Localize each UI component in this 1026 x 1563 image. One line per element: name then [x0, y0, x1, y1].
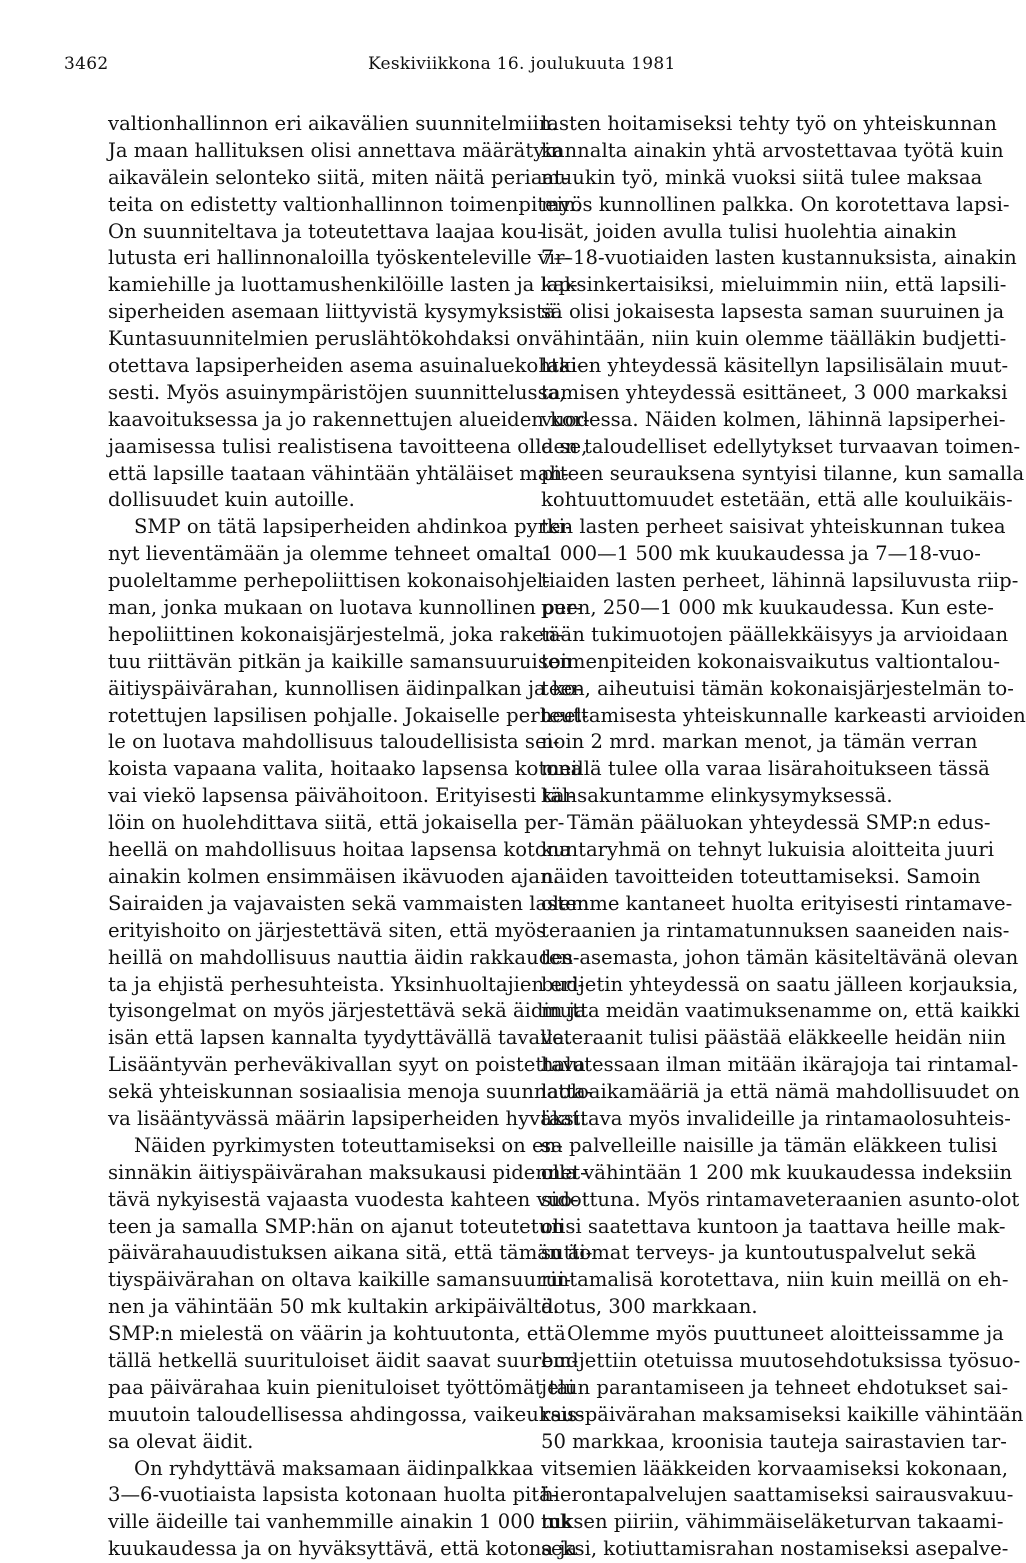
text-line: aikavälein selonteko siitä, miten näitä periaat- [108, 165, 569, 189]
text-line: tävä nykyisestä vajaasta vuodesta kahteen vuo- [108, 1187, 579, 1211]
text-line: tään tukimuotojen päällekkäisyys ja arvioidaan [541, 622, 1009, 646]
text-line: tuu riittävän pitkän ja kaikille samansuuruisen [108, 649, 573, 673]
text-line: ainakin kolmen ensimmäisen ikävuoden ajan. [108, 864, 559, 888]
text-line: päivärahauudistuksen aikana sitä, että tämän äi- [108, 1241, 593, 1265]
text-line: kuukaudessa ja on hyväksyttävä, että kotona ja [108, 1537, 578, 1561]
text-line: tamisen yhteydessä esittäneet, 3 000 markaksi [541, 380, 1008, 404]
text-line: teen ja samalla SMP:hän on ajanut toteutetun [108, 1214, 564, 1238]
text-line: 1 000—1 500 mk kuukaudessa ja 7—18-vuo- [541, 542, 981, 566]
text-line: hepoliittinen kokonaisjärjestelmä, joka raken- [108, 622, 564, 646]
text-line: puoleltamme perhepoliittisen kokonaisohjel- [108, 569, 550, 593]
text-line: Tämän pääluokan yhteydessä SMP:n edus- [567, 811, 991, 835]
text-line: lutusta eri hallinnonaloilla työskenteleville vir- [108, 246, 572, 270]
text-line: budjettiin otetuissa muutosehdotuksissa työsuo- [541, 1348, 1021, 1372]
text-line: tällä hetkellä suurituloiset äidit saavat suurem- [108, 1348, 579, 1372]
text-line: sa olevat äidit. [108, 1429, 254, 1453]
page-header [64, 54, 676, 84]
text-line: kohtuuttomuudet estetään, että alle kouluikäis- [541, 488, 1013, 512]
text-line: laoloaikamääriä ja että nämä mahdollisuudet on [541, 1080, 1020, 1104]
text-line: Olemme myös puuttuneet aloitteissamme ja [567, 1322, 1004, 1346]
text-line: ten lasten perheet saisivat yhteiskunnan tukea [541, 515, 1006, 539]
text-line: ville äideille tai vanhemmille ainakin 1 000 mk [108, 1510, 572, 1534]
text-line: Näiden pyrkimysten toteuttamiseksi on en- [134, 1133, 563, 1157]
text-line: rotettujen lapsilisen pohjalle. Jokaiselle perheel- [108, 703, 589, 727]
page-number: 3462 [64, 54, 109, 74]
text-line: sa palvelleille naisille ja tämän eläkkeen tulisi [541, 1133, 998, 1157]
text-line: että lapsille taataan vähintään yhtäläiset mah- [108, 461, 569, 485]
text-line: dotus, 300 markkaan. [541, 1295, 758, 1319]
text-line: Lisääntyvän perheväkivallan syyt on poistettava [108, 1053, 586, 1077]
text-line: seksi, kotiuttamisrahan nostamiseksi asepalve- [541, 1537, 1009, 1561]
text-line: valtionhallinnon eri aikavälien suunnitelmiin. [108, 112, 558, 135]
text-line: vai viekö lapsensa päivähoitoon. Erityisesti täl- [108, 784, 575, 808]
text-line: olemme kantaneet huolta erityisesti rintamave- [541, 891, 1013, 915]
right-column [541, 111, 1026, 1563]
left-column [108, 111, 593, 1563]
text-line: teen, aiheutuisi tämän kokonaisjärjestelmän to- [541, 676, 1014, 700]
text-line: sä olisi jokaisesta lapsesta saman suuruinen ja [541, 300, 1005, 324]
text-line: SMP:n mielestä on väärin ja kohtuutonta, että [108, 1322, 566, 1346]
text-line: tyisongelmat on myös järjestettävä sekä äidin ja [108, 999, 587, 1023]
text-line: kannalta ainakin yhtä arvostettavaa työtä kuin [541, 138, 1004, 162]
text-line: jaamisessa tulisi realistisena tavoitteena olla se, [108, 434, 588, 458]
text-line: vuodessa. Näiden kolmen, lähinnä lapsiperhei- [541, 407, 1006, 431]
text-line: man, jonka mukaan on luotava kunnollinen per- [108, 596, 583, 620]
text-line: paa päivärahaa kuin pienituloiset työttömät tai [108, 1375, 575, 1399]
text-line: hierontapalvelujen saattamiseksi sairausvakuu- [541, 1483, 1014, 1507]
text-line: sekä yhteiskunnan sosiaalisia menoja suunnatta- [108, 1080, 593, 1104]
text-line: olisi saatettava kuntoon ja taattava heille mak- [541, 1214, 1006, 1238]
text-line: muukin työ, minkä vuoksi siitä tulee maksaa [541, 165, 983, 189]
text-line: heellä on mahdollisuus hoitaa lapsensa kotona [108, 838, 572, 862]
text-line: puen, 250—1 000 mk kuukaudessa. Kun este- [541, 596, 994, 620]
text-line: va lisääntyvässä määrin lapsiperheiden hyväksi. [108, 1106, 587, 1130]
text-line: äitiyspäivärahan, kunnollisen äidinpalkan ja ko- [108, 676, 583, 700]
text-line: lisät, joiden avulla tulisi huolehtia ainakin [541, 219, 957, 243]
text-line: mutta meidän vaatimuksenamme on, että kaikki [541, 999, 1020, 1023]
text-line: ta ja ehjistä perhesuhteista. Yksinhuoltajien eri- [108, 972, 585, 996]
text-line: myös kunnollinen palkka. On korotettava lapsi- [541, 192, 1010, 216]
text-line: olla vähintään 1 200 mk kuukaudessa indeksiin [541, 1160, 1013, 1184]
text-line: siperheiden asemaan liittyvistä kysymyksistä. [108, 300, 562, 324]
text-line: halutessaan ilman mitään ikärajoja tai rintamal- [541, 1053, 1019, 1077]
text-line: Ja maan hallituksen olisi annettava määrätyin [108, 138, 564, 162]
text-line: Sairaiden ja vajavaisten sekä vammaisten lasten [108, 891, 590, 915]
text-line: suttomat terveys- ja kuntoutuspalvelut sekä [541, 1241, 977, 1265]
text-line: veteraanit tulisi päästää eläkkeelle heidän niin [541, 1026, 1007, 1050]
text-line: SMP on tätä lapsiperheiden ahdinkoa pyrki- [134, 515, 572, 539]
text-line: tiyspäivärahan on oltava kaikille samansuurui- [108, 1268, 572, 1292]
text-line: nyt lieventämään ja olemme tehneet omalta [108, 542, 545, 566]
text-line: löin on huolehdittava siitä, että jokaisella per- [108, 811, 565, 835]
text-line: kaksinkertaisiksi, mieluimmin niin, että lapsili- [541, 273, 1007, 297]
text-line: taattava myös invalideille ja rintamaolosuhteis- [541, 1106, 1011, 1130]
text-line: muutoin taloudellisessa ahdingossa, vaikeuksis- [108, 1402, 584, 1426]
text-line: 50 markkaa, kroonisia tauteja sairastavien tar- [541, 1429, 1007, 1453]
text-line: vitsemien lääkkeiden korvaamiseksi kokonaan, [541, 1456, 1008, 1480]
text-line: Kuntasuunnitelmien peruslähtökohdaksi on [108, 327, 541, 351]
text-line: kuntaryhmä on tehnyt lukuisia aloitteita juuri [541, 838, 994, 862]
text-line: 7—18-vuotiaiden lasten kustannuksista, ainakin [541, 246, 1017, 270]
text-line: den taloudelliset edellytykset turvaavan toimen- [541, 434, 1021, 458]
running-head: Keskiviikkona 16. joulukuuta 1981 [368, 54, 676, 74]
text-line: otettava lapsiperheiden asema asuinaluekohtai- [108, 354, 584, 378]
text-line: kamiehille ja luottamushenkilöille lasten ja lap- [108, 273, 578, 297]
text-line: sesti. Myös asuinympäristöjen suunnittelussa, [108, 380, 566, 404]
text-line: tuksen piiriin, vähimmäiseläketurvan takaami- [541, 1510, 1004, 1534]
text-line: vähintään, niin kuin olemme täälläkin budjetti- [541, 327, 1007, 351]
text-line: koista vapaana valita, hoitaako lapsensa kotona [108, 757, 583, 781]
text-line: budjetin yhteydessä on saatu jälleen korjauksia, [541, 972, 1019, 996]
text-line: On suunniteltava ja toteutettava laajaa kou- [108, 219, 544, 243]
text-line: dollisuudet kuin autoille. [108, 488, 355, 512]
text-line: le on luotava mahdollisuus taloudellisista sei- [108, 730, 560, 754]
text-line: sidottuna. Myös rintamaveteraanien asunto-olot [541, 1187, 1020, 1211]
text-line: teuttamisesta yhteiskunnalle karkeasti arvioiden [541, 703, 1026, 727]
text-line: heillä on mahdollisuus nauttia äidin rakkaudes- [108, 945, 580, 969]
text-line: toimenpiteiden kokonaisvaikutus valtiontalou- [541, 649, 1000, 673]
text-line: rauspäivärahan maksamiseksi kaikille vähintään [541, 1402, 1024, 1426]
text-line: erityishoito on järjestettävä siten, että myös [108, 918, 547, 942]
text-line: ten asemasta, johon tämän käsiteltävänä olevan [541, 945, 1019, 969]
text-line: meillä tulee olla varaa lisärahoitukseen tässä [541, 757, 990, 781]
text-line: teita on edistetty valtionhallinnon toimenpitein. [108, 192, 582, 216]
text-line: teraanien ja rintamatunnuksen saaneiden nais- [541, 918, 1010, 942]
text-line: kansakuntamme elinkysymyksessä. [541, 784, 893, 808]
text-line: 3—6-vuotiaista lapsista kotonaan huolta pitä- [108, 1483, 558, 1507]
text-line: nen ja vähintään 50 mk kultakin arkipäivältä. [108, 1295, 560, 1319]
text-line: On ryhdyttävä maksamaan äidinpalkkaa [134, 1456, 534, 1480]
text-line: näiden tavoitteiden toteuttamiseksi. Samoin [541, 864, 981, 888]
text-line: piteen seurauksena syntyisi tilanne, kun samalla [541, 461, 1025, 485]
text-line: rintamalisä korotettava, niin kuin meillä on eh- [541, 1268, 1009, 1292]
text-line: sinnäkin äitiyspäivärahan maksukausi pidennet- [108, 1160, 587, 1184]
text-line: tiaiden lasten perheet, lähinnä lapsiluvusta riip- [541, 569, 1019, 593]
text-line: jelun parantamiseen ja tehneet ehdotukset sai- [541, 1375, 1009, 1399]
text-line: lakien yhteydessä käsitellyn lapsilisälain muut- [541, 354, 1009, 378]
text-line: lasten hoitamiseksi tehty työ on yhteiskunnan [541, 112, 997, 135]
text-line: noin 2 mrd. markan menot, ja tämän verran [541, 730, 978, 754]
text-line: kaavoituksessa ja jo rakennettujen alueiden kor- [108, 407, 590, 431]
text-line: isän että lapsen kannalta tyydyttävällä tavalla. [108, 1026, 571, 1050]
